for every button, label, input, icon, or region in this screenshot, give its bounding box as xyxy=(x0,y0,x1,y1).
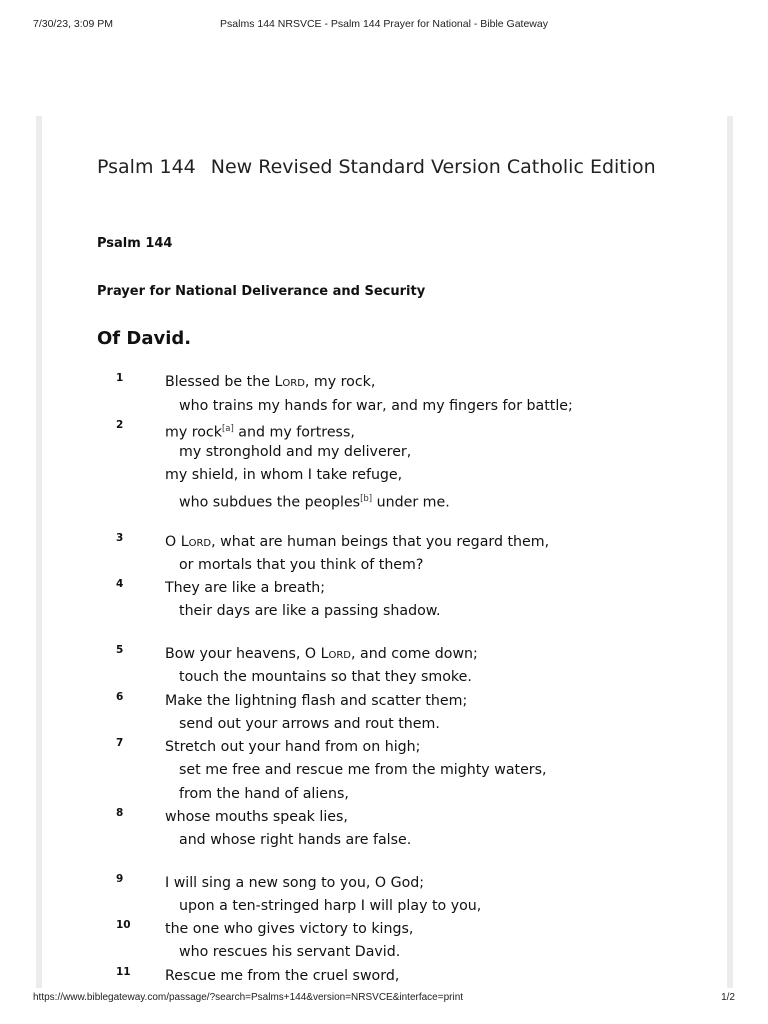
divine-name: Lord xyxy=(320,646,351,662)
poem-line: set me free and rescue me from the mighty waters, xyxy=(179,762,547,778)
verse-number: 8 xyxy=(116,807,124,819)
passage-version: New Revised Standard Version Catholic Edition xyxy=(210,156,656,178)
verse-number: 2 xyxy=(116,419,124,431)
poem-line: Rescue me from the cruel sword, xyxy=(165,968,400,984)
passage-reference: Psalm 144 xyxy=(97,156,196,178)
verse-number: 6 xyxy=(116,691,124,703)
poem-line: who rescues his servant David. xyxy=(179,944,401,960)
poem-line: Stretch out your hand from on high; xyxy=(165,739,421,755)
poem-line: the one who gives victory to kings, xyxy=(165,921,414,937)
verse-number: 3 xyxy=(116,532,124,544)
poem-line: Bow your heavens, O Lord, and come down; xyxy=(165,646,478,662)
poem-line: my stronghold and my deliverer, xyxy=(179,444,412,460)
print-header xyxy=(33,18,735,32)
verse-number: 11 xyxy=(116,966,131,978)
poem-line: O Lord, what are human beings that you regard them, xyxy=(165,534,550,550)
print-page-title: Psalms 144 NRSVCE - Psalm 144 Prayer for National - Bible Gateway xyxy=(220,18,548,30)
verse-number: 4 xyxy=(116,578,124,590)
poem-line: from the hand of aliens, xyxy=(179,786,349,802)
poem-line: touch the mountains so that they smoke. xyxy=(179,669,472,685)
verse-number: 10 xyxy=(116,919,131,931)
verse-number: 1 xyxy=(116,372,124,384)
poem-line: Make the lightning flash and scatter them; xyxy=(165,693,468,709)
print-url: https://www.biblegateway.com/passage/?search=Psalms+144&version=NRSVCE&interface=print xyxy=(33,992,464,1003)
passage-sheet xyxy=(36,116,733,988)
poem-line: and whose right hands are false. xyxy=(179,832,412,848)
poem-line: my shield, in whom I take refuge, xyxy=(165,467,403,483)
page-number: 1/2 xyxy=(721,992,735,1003)
superscription: Of David. xyxy=(97,328,192,349)
footnote-link-a[interactable]: [a] xyxy=(221,424,234,434)
poem-line: whose mouths speak lies, xyxy=(165,809,348,825)
verse-number: 5 xyxy=(116,644,124,656)
divine-name: Lord xyxy=(180,534,212,550)
print-footer xyxy=(33,992,735,1006)
footnote-link-b[interactable]: [b] xyxy=(360,494,373,504)
poem-line: Blessed be the Lord, my rock, xyxy=(165,374,376,390)
poem-line: I will sing a new song to you, O God; xyxy=(165,875,425,891)
verse-number: 7 xyxy=(116,737,124,749)
passage-title xyxy=(97,156,656,178)
poem-line: They are like a breath; xyxy=(165,580,326,596)
verse-number: 9 xyxy=(116,873,124,885)
poem-line: their days are like a passing shadow. xyxy=(179,603,441,619)
poem-line: upon a ten-stringed harp I will play to you, xyxy=(179,898,482,914)
section-heading: Prayer for National Deliverance and Security xyxy=(97,284,426,299)
divine-name: Lord xyxy=(274,374,305,390)
poem-line: my rock[a] and my fortress, xyxy=(165,424,355,441)
poem-line: or mortals that you think of them? xyxy=(179,557,424,573)
poem-line: who subdues the peoples[b] under me. xyxy=(179,494,450,511)
poem-line: send out your arrows and rout them. xyxy=(179,716,440,732)
chapter-label: Psalm 144 xyxy=(97,236,173,251)
print-date: 7/30/23, 3:09 PM xyxy=(33,18,113,30)
poem-line: who trains my hands for war, and my fingers for battle; xyxy=(179,398,573,414)
